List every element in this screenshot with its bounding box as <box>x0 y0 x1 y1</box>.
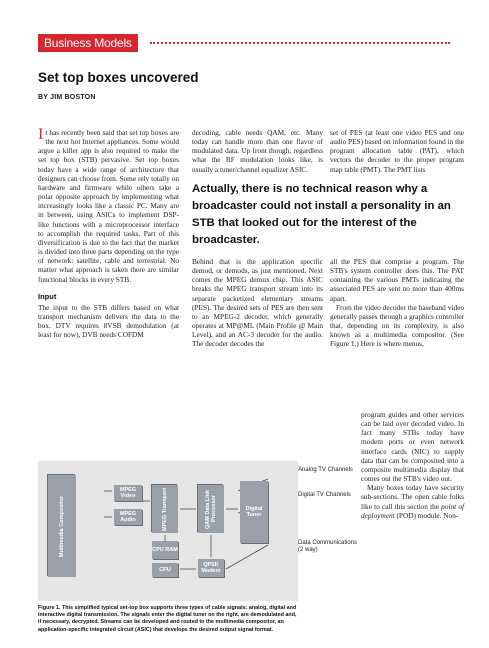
column-1 <box>38 128 179 339</box>
paragraph: decoding, cable needs QAM, etc. Many today can handle more than one flavor of modulated data. Up front though, regardless what the RF modulation looks like, is usually a tuner/channel equalizer ASIC. <box>192 128 323 174</box>
italic-term: point of deployment <box>361 501 464 520</box>
digital-tuner-block: Digital Tuner <box>240 481 268 543</box>
drop-cap: I <box>38 126 44 143</box>
paragraph: set of PES (at least one video PES and one audio PES) based on information found in the program allocation table (PAT), which vectors the decoder to the proper program map table (PMT). The PMT lists <box>330 128 464 174</box>
cpu-block: CPU <box>152 563 178 577</box>
paragraph <box>361 483 464 520</box>
column-2-top <box>192 128 323 174</box>
section-dotted-rule <box>150 42 450 44</box>
pull-quote: Actually, there is no technical reason why a broadcaster could not install a personality in an STB that looked out for the interest of the broadcaster. <box>192 183 451 246</box>
column-2-bottom <box>192 257 323 349</box>
paragraph: all the PES that comprise a program. The STB's system controller does this. The PAT containing the various PMTs indicating the associated PES are sent no more than 400ms apart. <box>330 257 464 303</box>
section-label: Business Models <box>38 34 138 52</box>
signal-data-label: Data Communications (2 way) <box>298 540 358 553</box>
signal-digital-label: Digital TV Channels <box>298 492 351 498</box>
qam-processor-block: QAM Data Link Processor <box>198 485 224 533</box>
paragraph-text: (POD) module. Non- <box>396 510 459 520</box>
cpu-ram-block: CPU RAM <box>152 541 178 559</box>
paragraph: From the video decoder the baseband video generally passes through a graphics controller that, depending on its complexity, is also known as a multimedia compositor. (See Figure 1.) Here is where menus, <box>330 302 464 349</box>
article-headline: Set top boxes uncovered <box>38 70 199 85</box>
subhead-input: Input <box>38 291 57 301</box>
paragraph: Behind that is the application specific demod, or demods, as just mentioned. Next comes the MPEG demux chip. This ASIC breaks the MPEG transport stream into its separate packetized elementary streams (PES). The desired sets of PES are then sent to an MPEG-2 decoder, which generally operates at MP@ML (Main Profile @ Main Level), and an AC-3 decoder for the audio. The decoder decodes the <box>192 257 323 349</box>
signal-analog-label: Analog TV Channels <box>298 467 353 473</box>
paragraph <box>38 128 179 284</box>
article-byline: BY JIM BOSTON <box>38 94 96 101</box>
paragraph-text: Many boxes today have security sub-sections. The open cable folks like to call this section the <box>361 483 464 511</box>
mpeg-video-block: MPEG Video <box>114 485 142 501</box>
column-3-bottom <box>330 257 464 349</box>
section-header <box>38 34 148 52</box>
column-3-wrap <box>361 410 464 520</box>
mpeg-transport-block: MPEG Transport <box>152 485 178 533</box>
paragraph-text: t has recently been said that set top boxes are the next hot Internet appliances. Some would argue a killer app is also required to make the set top box (STB) pervasive. Set top boxes today have a wide range of architecture that designers can choose from. Some rely totally on hardware and firmware while others take a polar opposite approach by implementing what increasingly looks like a classic PC. Many are in between, using ASICs to implement DSP-like functions with a microprocessor interface to accomplish the required tasks. Part of this diversification is due to the fact that the market is divided into three parts depending on the type of network: satellite, cable and terrestrial. No matter what approach is taken there are similar functional blocks in every STB. <box>38 128 179 284</box>
paragraph: The input to the STB differs based on what transport mechanism delivers the data to the box. DTV requires 8VSB demodulation (at least for now), DVB needs COFDM <box>38 302 179 340</box>
multimedia-compositor-block: Multimedia Compositor <box>48 475 76 577</box>
figure-caption: Figure 1. This simplified typical set-top box supports three types of cable signals: analog, digital and interactive digital transmission. The signals enter the digital tuner on the right, are demodulated and, if necessary, decrypted. Streams can be developed and routed to the multimedia compositor, an application-specific integrated circuit (ASIC) that develops the desired output signal format. <box>38 605 297 633</box>
qpsk-modem-block: QPSK Modem <box>198 559 224 577</box>
column-3-top <box>330 128 464 174</box>
figure-1-diagram <box>38 461 298 601</box>
paragraph: program guides and other services can be laid over decoded video. In fact many STBs today have modem ports or even network interface cards (NIC) to supply data that can be composited into a composite multimedia display that comes out the STB's video out. <box>361 410 464 484</box>
mpeg-audio-block: MPEG Audio <box>114 509 142 525</box>
